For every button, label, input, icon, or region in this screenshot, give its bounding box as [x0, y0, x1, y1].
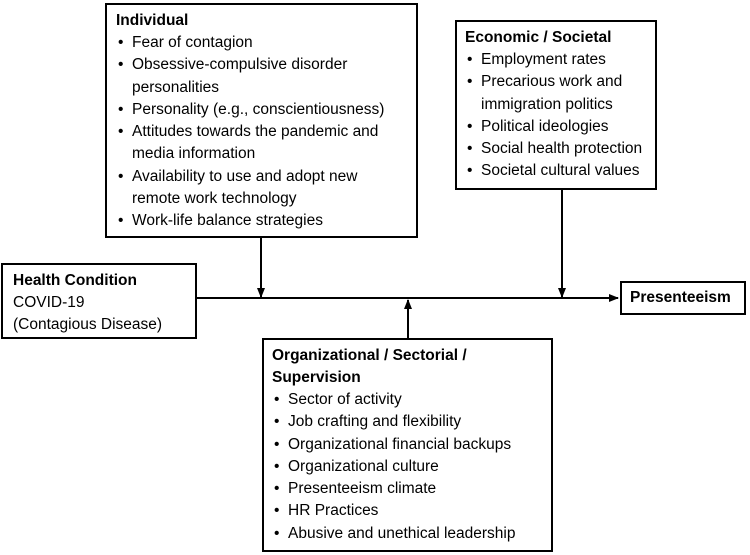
organizational-box [262, 338, 553, 552]
list-item: • Precarious work and immigration politics [465, 71, 651, 116]
list-item: • Obsessive-compulsive disorder personalities [116, 54, 410, 99]
list-item: • Organizational financial backups [272, 434, 547, 456]
economic-list [465, 49, 651, 183]
list-item: • HR Practices [272, 500, 547, 522]
organizational-list [272, 389, 547, 545]
list-item: • Attitudes towards the pandemic and media information [116, 121, 410, 166]
health-condition-title: Health Condition [13, 272, 137, 289]
list-item: • Social health protection [465, 138, 651, 160]
individual-list [116, 32, 410, 233]
list-item: • Work-life balance strategies [116, 210, 410, 232]
presenteeism-box [620, 281, 746, 315]
list-item: • Societal cultural values [465, 160, 651, 182]
list-item: • Political ideologies [465, 116, 651, 138]
list-item: • Job crafting and flexibility [272, 411, 547, 433]
list-item: • Presenteeism climate [272, 478, 547, 500]
organizational-title: Organizational / Sectorial / Supervision [272, 347, 467, 386]
presenteeism-title: Presenteeism [630, 289, 731, 306]
list-item: • Employment rates [465, 49, 651, 71]
economic-title: Economic / Societal [465, 29, 612, 46]
health-condition-note: (Contagious Disease) [13, 316, 163, 333]
list-item: • Sector of activity [272, 389, 547, 411]
list-item: • Availability to use and adopt new remote work technology [116, 166, 410, 211]
list-item: • Personality (e.g., conscientiousness) [116, 99, 410, 121]
economic-box [455, 20, 657, 190]
list-item: • Fear of contagion [116, 32, 410, 54]
list-item: • Abusive and unethical leadership [272, 523, 547, 545]
individual-title: Individual [116, 12, 189, 29]
health-condition-box [1, 263, 197, 339]
health-condition-disease: COVID-19 [13, 294, 85, 311]
individual-box [105, 3, 418, 238]
list-item: • Organizational culture [272, 456, 547, 478]
